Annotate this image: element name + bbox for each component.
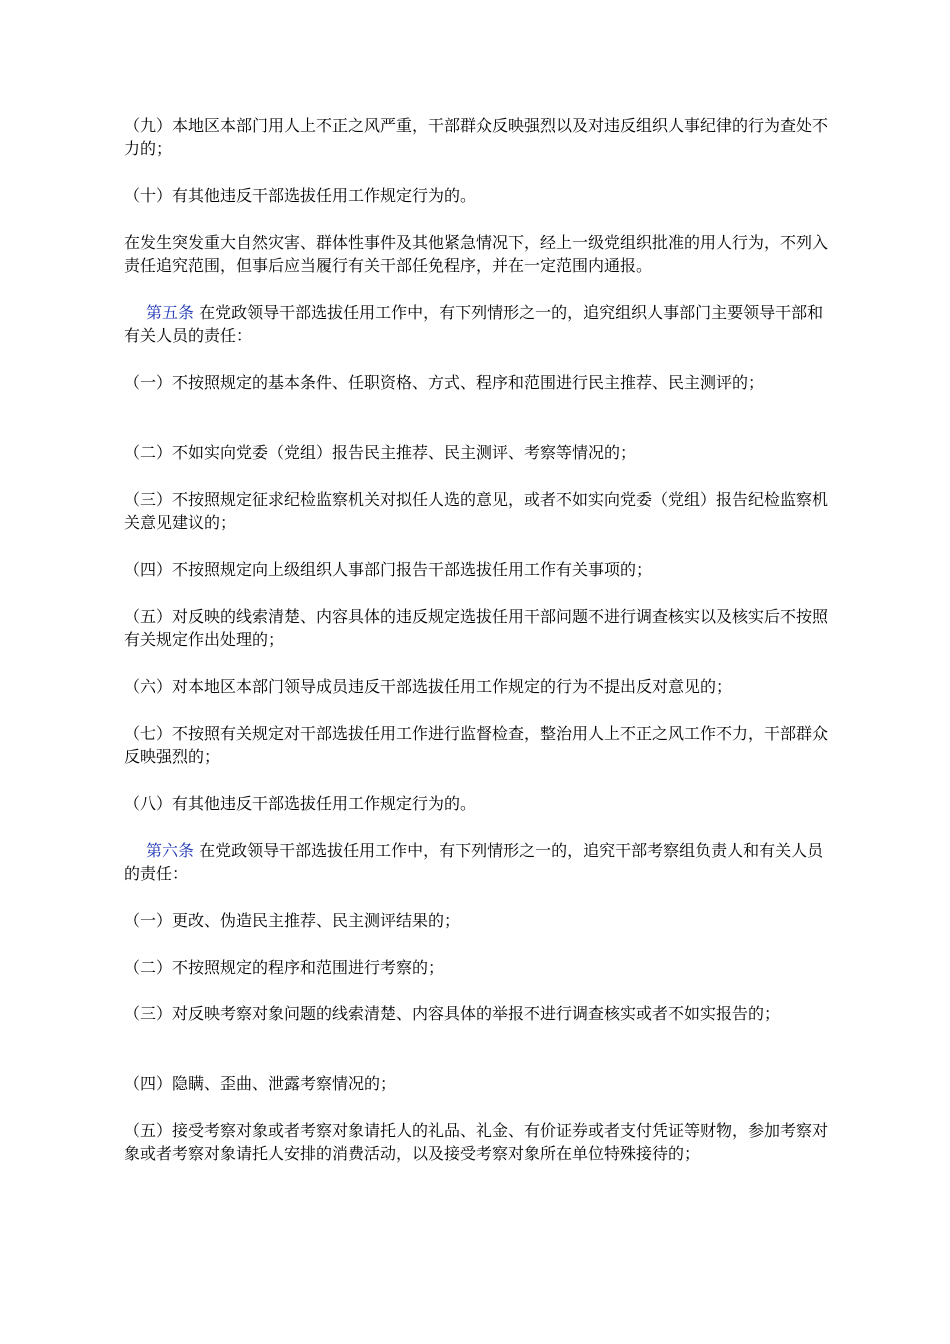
paragraph-text: （六）对本地区本部门领导成员违反干部选拔任用工作规定的行为不提出反对意见的； bbox=[124, 677, 733, 696]
paragraph-emergency-exemption bbox=[124, 231, 836, 277]
paragraph-text: （九）本地区本部门用人上不正之风严重，干部群众反映强烈以及对违反组织人事纪律的行为查处不力的； bbox=[124, 116, 829, 158]
paragraph-item-1 bbox=[124, 371, 836, 394]
paragraph-text: （四）隐瞒、歪曲、泄露考察情况的； bbox=[124, 1074, 397, 1093]
paragraph-text: （三）不按照规定征求纪检监察机关对拟任人选的意见，或者不如实向党委（党组）报告纪检监察机关意见建议的； bbox=[124, 490, 829, 532]
paragraph-item-9 bbox=[124, 114, 836, 160]
article-number: 第五条 bbox=[146, 303, 195, 322]
paragraph-text: 在党政领导干部选拔任用工作中，有下列情形之一的，追究组织人事部门主要领导干部和有关人员的责任： bbox=[124, 303, 824, 345]
paragraph-item-6 bbox=[124, 675, 836, 698]
paragraph-item-3 bbox=[124, 1002, 836, 1025]
paragraph-text: （二）不按照规定的程序和范围进行考察的； bbox=[124, 958, 445, 977]
paragraph-item-2 bbox=[124, 441, 836, 464]
paragraph-text: （三）对反映考察对象问题的线索清楚、内容具体的举报不进行调查核实或者不如实报告的； bbox=[124, 1004, 781, 1023]
paragraph-text: （五）对反映的线索清楚、内容具体的违反规定选拔任用干部问题不进行调查核实以及核实后不按照有关规定作出处理的； bbox=[124, 607, 829, 649]
paragraph-text: （十）有其他违反干部选拔任用工作规定行为的。 bbox=[124, 186, 477, 205]
paragraph-text: （五）接受考察对象或者考察对象请托人的礼品、礼金、有价证券或者支付凭证等财物，参加考察对象或者考察对象请托人安排的消费活动，以及接受考察对象所在单位特殊接待的； bbox=[124, 1121, 829, 1163]
paragraph-item-4 bbox=[124, 558, 836, 581]
paragraph-item-1 bbox=[124, 909, 836, 932]
paragraph-item-3 bbox=[124, 488, 836, 534]
paragraph-text: （一）不按照规定的基本条件、任职资格、方式、程序和范围进行民主推荐、民主测评的； bbox=[124, 373, 765, 392]
paragraph-text: （二）不如实向党委（党组）报告民主推荐、民主测评、考察等情况的； bbox=[124, 443, 637, 462]
paragraph-item-4 bbox=[124, 1072, 836, 1095]
paragraph-item-2 bbox=[124, 956, 836, 979]
paragraph-item-7 bbox=[124, 722, 836, 768]
paragraph-text: （七）不按照有关规定对干部选拔任用工作进行监督检查，整治用人上不正之风工作不力，干部群众反映强烈的； bbox=[124, 724, 829, 766]
paragraph-text: （四）不按照规定向上级组织人事部门报告干部选拔任用工作有关事项的； bbox=[124, 560, 653, 579]
paragraph-item-5 bbox=[124, 1119, 836, 1165]
paragraph-text: 在党政领导干部选拔任用工作中，有下列情形之一的，追究干部考察组负责人和有关人员的责任： bbox=[124, 841, 824, 883]
paragraph-text: （八）有其他违反干部选拔任用工作规定行为的。 bbox=[124, 794, 477, 813]
article-number: 第六条 bbox=[146, 841, 195, 860]
paragraph-text: 在发生突发重大自然灾害、群体性事件及其他紧急情况下，经上一级党组织批准的用人行为，不列入责任追究范围，但事后应当履行有关干部任免程序，并在一定范围内通报。 bbox=[124, 233, 829, 275]
paragraph-item-10 bbox=[124, 184, 836, 207]
paragraph-item-5 bbox=[124, 605, 836, 651]
article-5-paragraph bbox=[124, 301, 836, 347]
paragraph-text: （一）更改、伪造民主推荐、民主测评结果的； bbox=[124, 911, 461, 930]
paragraph-item-8 bbox=[124, 792, 836, 815]
article-6-paragraph bbox=[124, 839, 836, 885]
